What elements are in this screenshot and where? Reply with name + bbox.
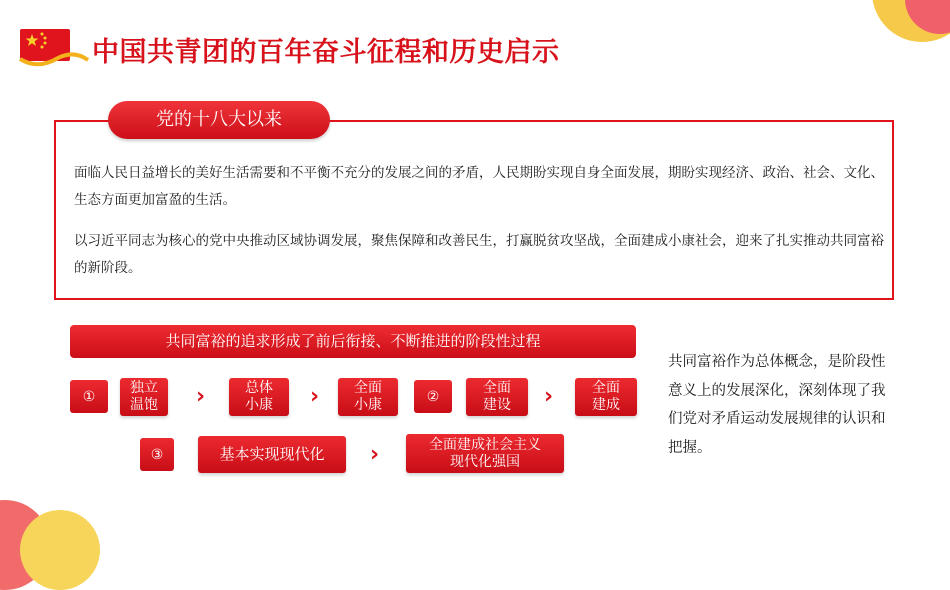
chevron-right-icon: › [310,384,320,409]
page-title: 中国共青团的百年奋斗征程和历史启示 [92,37,560,68]
step-full-xiaokang: 全面 小康 [338,378,398,416]
chevron-right-icon: › [370,442,380,467]
step-basic-modernization: 基本实现现代化 [198,436,346,473]
step-strong-modern-country: 全面建成社会主义 现代化强国 [406,434,564,473]
step-basic-subsistence: 独立 温饱 [120,378,168,416]
paragraph-1: 面临人民日益增长的美好生活需要和不平衡不充分的发展之间的矛盾，人民期盼实现自身全面发展，期盼实现经济、政治、社会、文化、生态方面更加富盈的生活。 [74,165,884,208]
step-fully-completed: 全面 建成 [575,378,637,416]
section-badge: 党的十八大以来 [108,101,330,139]
decor-circle-yellow-bottom [20,510,100,590]
stage-marker-2: ② [414,380,452,413]
step-overall-xiaokang: 总体 小康 [229,378,289,416]
chevron-right-icon: › [196,384,206,409]
stage-marker-1: ① [70,380,108,413]
chevron-right-icon: › [544,384,554,409]
process-header: 共同富裕的追求形成了前后衔接、不断推进的阶段性过程 [70,325,636,358]
stage-marker-3: ③ [140,438,174,471]
step-full-construction: 全面 建设 [466,378,528,416]
side-note: 共同富裕作为总体概念，是阶段性意义上的发展深化，深刻体现了我们党对矛盾运动发展规律的认识和把握。 [668,354,886,456]
paragraph-2: 以习近平同志为核心的党中央推动区域协调发展，聚焦保障和改善民生，打赢脱贫攻坚战，全面建成小康社会，迎来了扎实推动共同富裕的新阶段。 [74,233,884,276]
flag-ribbon-logo [18,26,90,68]
